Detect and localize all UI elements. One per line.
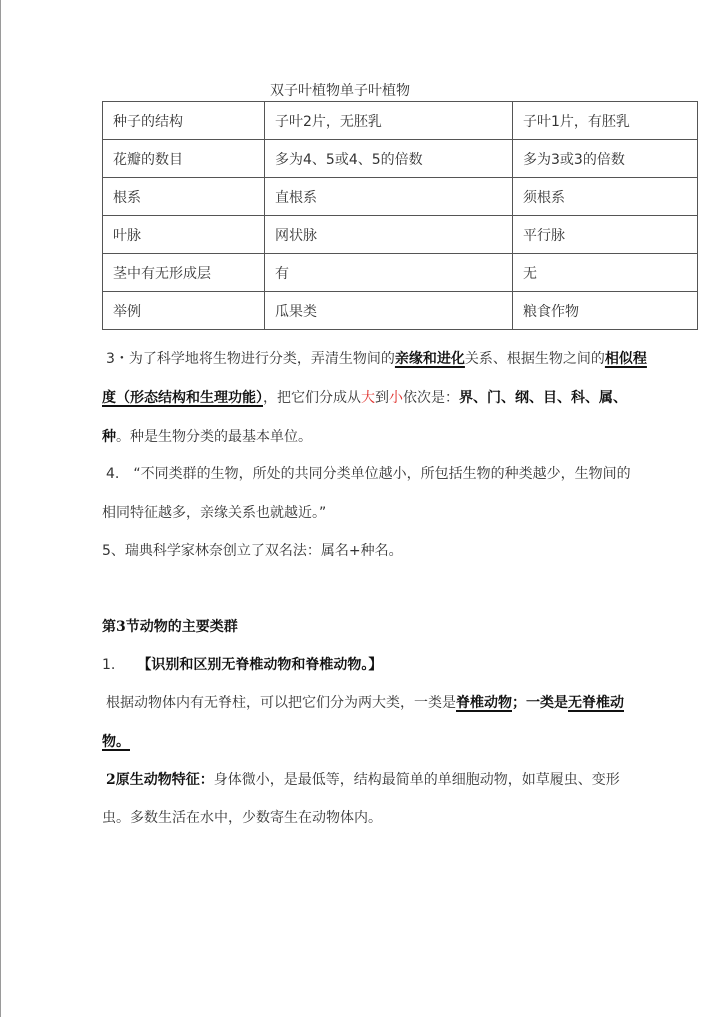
item-2-label: 2原生动物特征： — [106, 772, 214, 788]
row-header-cell: 叶脉 — [103, 216, 265, 254]
monocot-cell: 无 — [513, 254, 698, 292]
dicot-cell: 子叶2片，无胚乳 — [265, 102, 513, 140]
text: 关系、根据生物之间的 — [464, 351, 605, 367]
paragraph-3-line-3 — [102, 427, 312, 447]
item-1-label: 【识别和区别无脊椎动物和脊椎动物。】 — [137, 657, 383, 673]
highlight-big: 大 — [361, 390, 375, 406]
text: 到 — [375, 390, 389, 406]
key-term-vertebrates: 脊椎动物 — [456, 695, 512, 711]
monocot-cell: 多为3或3的倍数 — [513, 140, 698, 178]
paragraph-4-line-1: 4. “不同类群的生物，所处的共同分类单位越小，所包括生物的种类越少，生物间的 — [106, 466, 631, 482]
paragraph-5: 5、瑞典科学家林奈创立了双名法：属名+种名。 — [102, 543, 403, 559]
comparison-table — [102, 101, 698, 330]
dicot-cell: 多为4、5或4、5的倍数 — [265, 140, 513, 178]
page-left-edge — [0, 0, 1, 1017]
paragraph-3-line-1 — [106, 349, 647, 369]
dicot-cell: 有 — [265, 254, 513, 292]
monocot-cell: 平行脉 — [513, 216, 698, 254]
table-row — [103, 254, 698, 292]
item-2-line-2: 虫。多数生活在水中，少数寄生在动物体内。 — [102, 810, 382, 826]
row-header-cell: 根系 — [103, 178, 265, 216]
row-header-cell: 种子的结构 — [103, 102, 265, 140]
text: ，把它们分成从 — [263, 390, 361, 406]
monocot-cell: 子叶1片，有胚乳 — [513, 102, 698, 140]
monocot-cell: 须根系 — [513, 178, 698, 216]
key-term-kinship-evolution: 亲缘和进化 — [394, 351, 465, 367]
paragraph-4-line-2: 相同特征越多，亲缘关系也就越近。” — [102, 505, 327, 521]
table-row — [103, 292, 698, 330]
row-header-cell: 茎中有无形成层 — [103, 254, 265, 292]
text: 。种是生物分类的最基本单位。 — [116, 429, 312, 445]
table-row — [103, 102, 698, 140]
key-term-invertebrates: 无脊椎动 — [568, 695, 624, 711]
item-1-body-line-1 — [106, 693, 624, 713]
taxonomy-ranks: 界、门、纲、目、科、属、 — [459, 390, 627, 406]
dicot-cell: 网状脉 — [265, 216, 513, 254]
monocot-cell: 粮食作物 — [513, 292, 698, 330]
text: 身体微小，是最低等，结构最简单的单细胞动物，如草履虫、变形 — [213, 772, 620, 788]
table-caption: 双子叶植物单子叶植物 — [270, 83, 410, 99]
text: ；一类是 — [512, 695, 568, 711]
text: 依次是： — [403, 390, 459, 406]
item-2-line-1 — [106, 770, 620, 790]
item-1 — [102, 655, 382, 675]
item-number: 1. — [102, 657, 116, 673]
row-header-cell: 举例 — [103, 292, 265, 330]
text: 根据动物体内有无脊柱，可以把它们分为两大类，一类是 — [106, 695, 456, 711]
dicot-cell: 瓜果类 — [265, 292, 513, 330]
key-term-structure-function: 度（形态结构和生理功能） — [102, 390, 263, 406]
taxonomy-rank-species: 种 — [102, 429, 116, 445]
key-term-invertebrates-end: 物。 — [102, 734, 130, 750]
table-row — [103, 178, 698, 216]
item-1-body-line-2 — [102, 732, 130, 752]
table-row — [103, 216, 698, 254]
table-row — [103, 140, 698, 178]
key-term-similarity: 相似程 — [604, 351, 647, 367]
dicot-cell: 直根系 — [265, 178, 513, 216]
text: 为了科学地将生物进行分类，弄清生物间的 — [128, 351, 395, 367]
item-number: 3・ — [106, 351, 129, 367]
section-heading: 第3节动物的主要类群 — [102, 619, 238, 635]
row-header-cell: 花瓣的数目 — [103, 140, 265, 178]
highlight-small: 小 — [389, 390, 403, 406]
paragraph-3-line-2 — [102, 388, 627, 408]
